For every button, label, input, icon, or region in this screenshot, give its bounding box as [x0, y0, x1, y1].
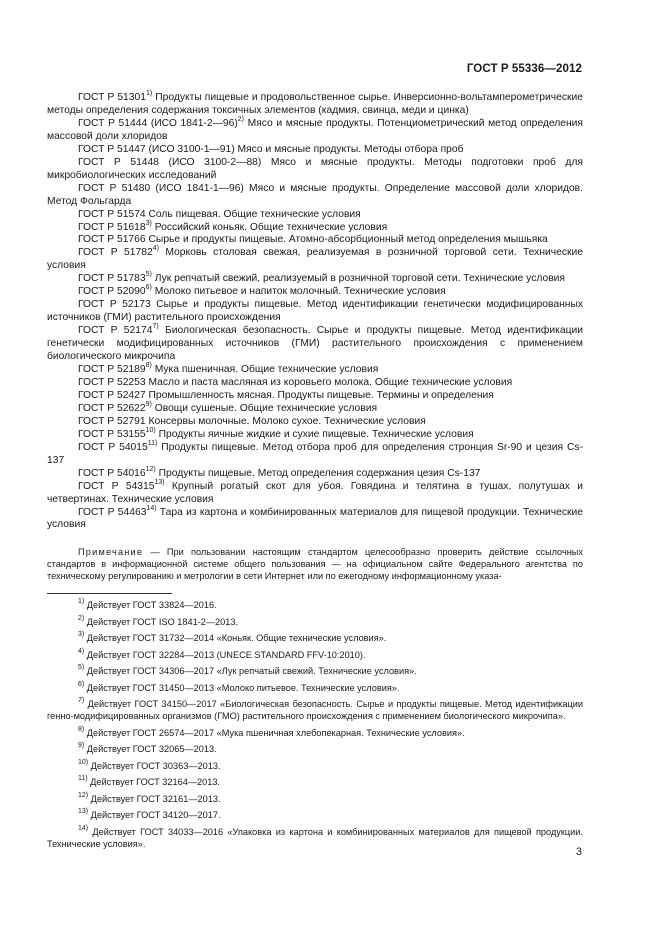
- footnote-item: [47, 743, 583, 755]
- footnote-marker: 12): [78, 791, 89, 799]
- reference-item: [47, 144, 583, 157]
- footnote-text: Действует ГОСТ 34306—2017 «Лук репчатый свежий. Технические условия».: [84, 666, 417, 676]
- reference-number: ГОСТ Р 51448 (ИСО 3100-2—88): [78, 156, 262, 168]
- footnote-marker: 2): [78, 614, 85, 622]
- reference-number: ГОСТ Р 53155: [78, 428, 146, 440]
- footnote-marker: 4): [78, 647, 85, 655]
- footnote-item: [47, 809, 583, 821]
- reference-item: [47, 92, 583, 118]
- reference-title: Российский коньяк. Общие технические условия: [151, 221, 388, 233]
- reference-number: ГОСТ Р 52173: [78, 299, 151, 311]
- note: [47, 546, 583, 582]
- footnote-marker: 9): [145, 400, 152, 408]
- footnote-marker: 8): [145, 362, 152, 370]
- reference-number: ГОСТ Р 51782: [78, 247, 153, 259]
- reference-title: Мясо и мясные продукты. Потенциометрический метод определения массовой доли хлоридов: [47, 117, 583, 142]
- reference-item: [47, 157, 583, 183]
- footnote-marker: 8): [78, 725, 85, 733]
- reference-item: [47, 416, 583, 429]
- reference-item: [47, 234, 583, 247]
- footnote-marker: 11): [147, 439, 158, 447]
- reference-title: Соль пищевая. Общие технические условия: [145, 208, 361, 220]
- footnote-marker: 14): [146, 504, 157, 512]
- footnote-marker: 10): [78, 758, 89, 766]
- reference-title: Сырье и продукты пищевые. Метод идентификации генетически модифицированных источников (ГМИ) растительного происхождения: [47, 299, 583, 324]
- reference-title: Мясо и мясные продукты. Методы отбора проб: [234, 143, 464, 155]
- footnote-text: Действует ГОСТ 26574—2017 «Мука пшеничная хлебопекарная. Технические условия».: [84, 727, 465, 738]
- reference-number: ГОСТ Р 51301: [78, 92, 146, 103]
- footnote-item: [47, 760, 583, 772]
- footnote-marker: 1): [145, 90, 153, 97]
- reference-title: Овощи сушеные. Общие технические условия: [151, 402, 378, 414]
- reference-number: ГОСТ Р 51447 (ИСО 3100-1—91): [78, 143, 235, 155]
- reference-title: Мясо и мясные продукты. Методы подготовки проб для микробиологических исследований: [47, 156, 584, 181]
- reference-number: ГОСТ Р 51444 (ИСО 1841-2—96): [78, 117, 238, 129]
- reference-item: [47, 219, 583, 235]
- reference-item: [47, 286, 583, 299]
- footnote-item: [47, 682, 583, 694]
- reference-item: [47, 426, 583, 442]
- note-label: Примечание: [78, 547, 144, 558]
- footnote-text: Действует ГОСТ 32065—2013.: [84, 744, 217, 754]
- footnote-marker: 14): [78, 824, 89, 832]
- reference-title: Продукты пищевые. Метод отбора проб для определения стронция Sr-90 и цезия Cs-137: [47, 441, 583, 466]
- reference-item: [47, 183, 583, 209]
- reference-title: Тара из картона и комбинированных материалов для пищевой продукции. Технические условия: [47, 506, 583, 531]
- footnote-marker: 4): [152, 245, 159, 253]
- reference-item: [47, 247, 583, 273]
- reference-item: [47, 299, 583, 325]
- footnote-divider: [47, 593, 172, 594]
- reference-item: [47, 209, 583, 222]
- reference-number: ГОСТ Р 52174: [78, 325, 153, 337]
- footnote-marker: 11): [78, 775, 88, 782]
- footnote-marker: 5): [145, 271, 152, 279]
- reference-number: ГОСТ Р 52622: [78, 402, 146, 414]
- reference-item: [47, 115, 583, 144]
- footnote-marker: 6): [78, 680, 85, 688]
- footnote-marker: 2): [237, 115, 244, 123]
- footnote-text: Действует ГОСТ 31732—2014 «Коньяк. Общие технические условия».: [84, 633, 387, 643]
- reference-number: ГОСТ Р 51480 (ИСО 1841-1—96): [78, 182, 244, 194]
- note-text: — При пользовании настоящим стандартом целесообразно проверить действие ссылочных стандартов в информационной системе общего пользования — на официальном сайте Федерального агентства по техническому регулированию и метрологии в сети Интернет или по ежегодному информационному указа-: [47, 547, 583, 582]
- reference-title: Продукты пищевые. Метод определения содержания цезия Cs-137: [155, 467, 481, 479]
- footnotes-list: [47, 599, 583, 854]
- footnote-marker: 7): [152, 323, 159, 331]
- reference-title: Лук репчатый свежий, реализуемый в розничной торговой сети. Технические условия: [151, 273, 566, 285]
- reference-title: Сырье и продукты пищевые. Атомно-абсорбционный метод определения мышьяка: [145, 234, 548, 246]
- reference-item: [47, 325, 583, 364]
- footnote-marker: 3): [145, 219, 152, 227]
- reference-number: ГОСТ Р 52090: [78, 286, 146, 298]
- reference-title: Промышленность мясная. Продукты пищевые. Термины и определения: [145, 389, 494, 401]
- footnote-marker: 9): [78, 742, 85, 749]
- footnote-item: [47, 616, 583, 628]
- reference-item: [47, 390, 583, 403]
- reference-title: Продукты яичные жидкие и сухие пищевые. Технические условия: [155, 428, 474, 440]
- footnote-item: [47, 632, 583, 644]
- reference-title: Мука пшеничная. Общие технические условия: [151, 364, 379, 376]
- reference-item: [47, 439, 583, 468]
- footnote-marker: 3): [78, 631, 85, 638]
- footnote-text: Действует ГОСТ 32284—2013 (UNECE STANDARD FFV-10:2010).: [84, 649, 366, 660]
- reference-title: Биологическая безопасность. Сырье и продукты пищевые. Метод идентификации генетически модифицированных источников (ГМИ) растительного происхождения с применением биологического микрочипа: [47, 325, 583, 363]
- reference-item: [47, 478, 583, 507]
- reference-item: [47, 465, 583, 481]
- reference-item: [47, 364, 583, 377]
- footnote-text: Действует ГОСТ 30363—2013.: [88, 760, 221, 771]
- footnote-marker: 12): [145, 465, 156, 473]
- reference-title: Крупный рогатый скот для убоя. Говядина и телятина в тушах, полутушах и четвертинах. Технические условия: [47, 480, 583, 505]
- reference-item: [47, 377, 583, 390]
- reference-item: [47, 504, 583, 533]
- footnote-item: [47, 793, 583, 805]
- footnote-item: [47, 649, 583, 661]
- reference-number: ГОСТ Р 51618: [78, 221, 146, 233]
- reference-number: ГОСТ Р 52791: [78, 415, 146, 427]
- footnote-item: [47, 826, 583, 850]
- reference-item: [47, 400, 583, 416]
- reference-title: Масло и паста масляная из коровьего молока. Общие технические условия: [145, 376, 513, 388]
- footnote-item: [47, 665, 583, 677]
- reference-number: ГОСТ Р 51766: [78, 234, 146, 246]
- footnote-text: Действует ГОСТ 32161—2013.: [88, 793, 221, 804]
- footnote-item: [47, 776, 583, 788]
- footnote-item: [47, 698, 583, 722]
- footnote-marker: 5): [78, 664, 85, 671]
- reference-title: Продукты пищевые и продовольственное сырье. Инверсионно-вольтамперометрические методы определения содержания токсичных элементов (кадмия, свинца, меди и цинка): [47, 92, 583, 116]
- reference-title: Морковь столовая свежая, реализуемая в розничной торговой сети. Технические условия: [47, 247, 583, 272]
- reference-title: Консервы молочные. Молоко сухое. Технические условия: [145, 415, 426, 427]
- reference-number: ГОСТ Р 52253: [78, 376, 146, 388]
- footnote-text: Действует ГОСТ 34120—2017.: [88, 810, 221, 820]
- page-number: 3: [575, 846, 582, 858]
- footnote-text: Действует ГОСТ 33824—2016.: [84, 600, 217, 610]
- footnote-marker: 13): [78, 808, 89, 815]
- footnote-text: Действует ГОСТ ISO 1841-2—2013.: [84, 616, 239, 627]
- references-list: [47, 92, 583, 582]
- footnote-item: [47, 727, 583, 739]
- footnote-marker: 1): [78, 598, 85, 605]
- footnote-marker: 13): [154, 478, 165, 486]
- reference-title: Мясо и мясные продукты. Определение массовой доли хлоридов. Метод Фольгарда: [47, 182, 584, 207]
- reference-title: Молоко питьевое и напиток молочный. Технические условия: [151, 286, 446, 298]
- footnote-marker: 6): [145, 284, 152, 292]
- reference-item: [47, 273, 583, 286]
- footnote-text: Действует ГОСТ 34033—2016 «Упаковка из картона и комбинированных материалов для пищевой продукции. Технические условия».: [47, 826, 583, 849]
- footnote-text: Действует ГОСТ 32164—2013.: [87, 777, 220, 787]
- footnote-marker: 7): [78, 697, 85, 704]
- footnote-text: Действует ГОСТ 31450—2013 «Молоко питьевое. Технические условия».: [84, 682, 400, 693]
- reference-number: ГОСТ Р 52189: [78, 364, 146, 376]
- footnote-text: Действует ГОСТ 34150—2017 «Биологическая безопасность. Сырье и продукты пищевые. Метод идентификации генно-модифицированных организмов (ГМО) растительного происхождения с применением биологического микрочипа».: [47, 699, 583, 721]
- reference-number: ГОСТ Р 54016: [78, 467, 146, 479]
- reference-number: ГОСТ Р 54015: [78, 441, 148, 453]
- document-id: ГОСТ Р 55336—2012: [466, 63, 582, 75]
- reference-number: ГОСТ Р 54463: [78, 506, 147, 518]
- reference-number: ГОСТ Р 51783: [78, 273, 146, 285]
- reference-number: ГОСТ Р 54315: [78, 480, 155, 492]
- footnote-item: [47, 599, 583, 611]
- footnote-marker: 10): [145, 426, 156, 434]
- reference-number: ГОСТ Р 51574: [78, 208, 146, 220]
- references-container: [47, 92, 583, 532]
- reference-number: ГОСТ Р 52427: [78, 389, 146, 401]
